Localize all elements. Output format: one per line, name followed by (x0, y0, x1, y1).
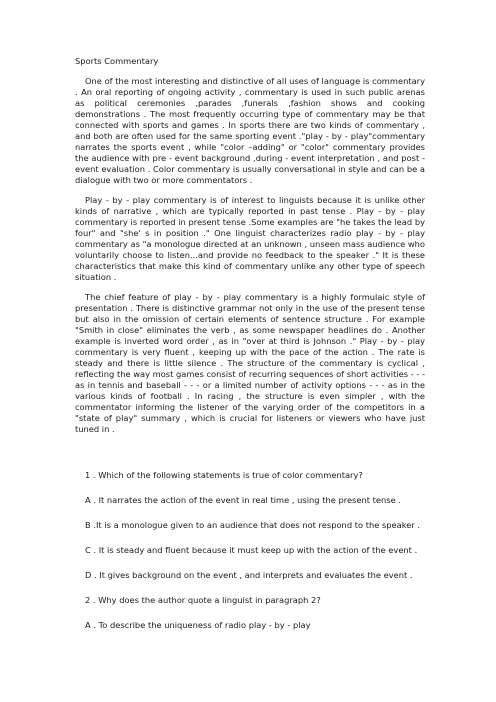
article-body (75, 56, 425, 444)
question-1-stem: 1 . Which of the following statements is true of color commentary? (85, 470, 363, 480)
question-1-option-c: C . It is steady and fluent because it must keep up with the action of the event . (85, 545, 418, 555)
question-2-stem: 2 . Why does the author quote a linguist in paragraph 2? (85, 595, 321, 605)
question-2-option-a: A . To describe the uniqueness of radio play - by - play (85, 620, 311, 630)
question-list (85, 470, 430, 645)
question-1-option-a: A . It narrates the action of the event in real time , using the present tense . (85, 495, 401, 505)
paragraph-2: Play - by - play commentary is of interest to linguists because it is unlike other kinds of narrative , which are typically reported in past tense . Play - by - play commentary is reported in present tense .Some examples are "he takes the lead by four" and "she' s in position ." One linguist characterizes radio play - by - play commentary as "a monologue directed at an unknown , unseen mass audience who voluntarily choose to listen...and provide no feedback to the speaker ." It is these characteristics that make this kind of commentary unlike any other type of speech situation . (75, 195, 425, 282)
document-title: Sports Commentary (75, 56, 159, 66)
question-1-option-d: D . It gives background on the event , and interprets and evaluates the event . (85, 570, 413, 580)
paragraph-1: One of the most interesting and distinctive of all uses of language is commentary . An oral reporting of ongoing activity , commentary is used in such public arenas as political ceremonies ,parades ,funerals ,fashion shows and cooking demonstrations . The most frequently occurring type of commentary may be that connected with sports and games . In sports there are two kinds of commentary , and both are often used for the same sporting event ."play - by - play"commentary narrates the sports event , while "color –adding" or "color" commentary provides the audience with pre - event background ,during - event interpretation , and post - event evaluation . Color commentary is usually conversational in style and can be a dialogue with two or more commentators . (75, 76, 425, 185)
question-1-option-b: B .It is a monologue given to an audience that does not respond to the speaker . (85, 520, 421, 530)
paragraph-3: The chief feature of play - by - play commentary is a highly formulaic style of presentation . There is distinctive grammar not only in the use of the present tense but also in the omission of certain elements of sentence structure . For example "Smith in close" eliminates the verb , as some newspaper headlines do . Another example is inverted word order , as in "over at third is Johnson ." Play - by - play commentary is very fluent , keeping up with the pace of the action . The rate is steady and there is little silence . The structure of the commentary is cyclical , reflecting the way most games consist of recurring sequences of short activities - - - as in tennis and baseball - - - or a limited number of activity options - - - as in the various kinds of football . In racing , the structure is even simpler , with the commentator informing the listener of the varying order of the competitors in a "state of play" summary , which is crucial for listeners or viewers who have just tuned in . (75, 292, 425, 434)
